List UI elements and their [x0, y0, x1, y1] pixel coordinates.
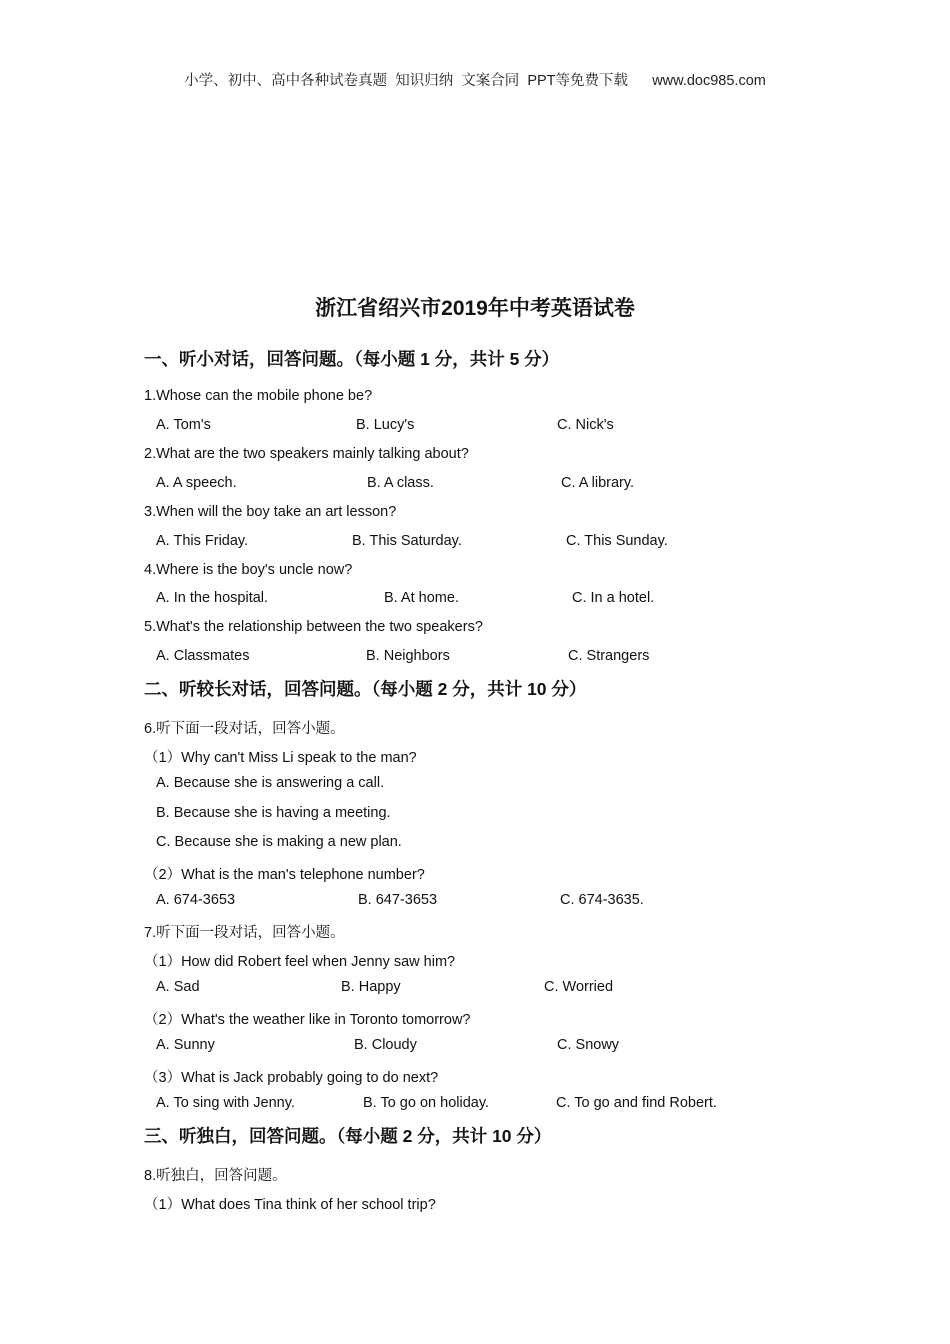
- q4-option-a: A. In the hospital.: [156, 590, 269, 606]
- q3-option-c: C. This Sunday.: [566, 533, 668, 549]
- q1-option-b: B. Lucy's: [356, 417, 415, 433]
- q7-2-stem: （2）What's the weather like in Toronto tomorrow?: [144, 1012, 471, 1028]
- section-2-heading: 二、听较长对话，回答问题。（每小题 2 分，共计 10 分）: [144, 679, 587, 699]
- q6-2-option-a: A. 674-3653: [156, 892, 236, 908]
- q1-stem: 1.Whose can the mobile phone be?: [144, 388, 373, 404]
- q6-1-option-b: B. Because she is having a meeting.: [156, 805, 391, 821]
- q6-2-option-c: C. 674-3635.: [560, 892, 644, 908]
- q7-2-option-c: C. Snowy: [557, 1037, 620, 1053]
- q7-2-option-b: B. Cloudy: [354, 1037, 417, 1053]
- q7-1-option-b: B. Happy: [341, 979, 401, 995]
- q7-3-option-c: C. To go and find Robert.: [556, 1095, 717, 1111]
- q6-1-option-c: C. Because she is making a new plan.: [156, 834, 402, 850]
- section-1-heading: 一、听小对话，回答问题。（每小题 1 分，共计 5 分）: [144, 349, 560, 369]
- q6-1-option-a: A. Because she is answering a call.: [156, 775, 385, 791]
- q1-option-a: A. Tom's: [156, 417, 211, 433]
- q3-option-a: A. This Friday.: [156, 533, 249, 549]
- q7-3-option-b: B. To go on holiday.: [363, 1095, 490, 1111]
- q6-2-stem: （2）What is the man's telephone number?: [144, 867, 425, 883]
- q8-1-stem: （1）What does Tina think of her school trip?: [144, 1197, 436, 1213]
- q7-intro: 7.听下面一段对话，回答小题。: [144, 925, 345, 941]
- section-3-heading: 三、听独白，回答问题。（每小题 2 分，共计 10 分）: [144, 1126, 552, 1146]
- q6-1-stem: （1）Why can't Miss Li speak to the man?: [144, 750, 417, 766]
- q6-intro: 6.听下面一段对话，回答小题。: [144, 721, 345, 737]
- q5-option-a: A. Classmates: [156, 648, 250, 664]
- header-tagline: 小学、初中、高中各种试卷真题 知识归纳 文案合同 PPT等免费下载: [184, 73, 629, 89]
- q3-stem: 3.When will the boy take an art lesson?: [144, 504, 397, 520]
- q2-option-c: C. A library.: [561, 475, 635, 491]
- q2-option-b: B. A class.: [367, 475, 434, 491]
- q4-option-b: B. At home.: [384, 590, 459, 606]
- q7-1-stem: （1）How did Robert feel when Jenny saw him?: [144, 954, 456, 970]
- q4-stem: 4.Where is the boy's uncle now?: [144, 562, 353, 578]
- q5-stem: 5.What's the relationship between the two speakers?: [144, 619, 483, 635]
- q2-stem: 2.What are the two speakers mainly talking about?: [144, 446, 469, 462]
- q7-2-option-a: A. Sunny: [156, 1037, 215, 1053]
- exam-title: 浙江省绍兴市2019年中考英语试卷: [315, 297, 635, 320]
- q3-option-b: B. This Saturday.: [352, 533, 462, 549]
- q7-3-stem: （3）What is Jack probably going to do next?: [144, 1070, 439, 1086]
- q6-2-option-b: B. 647-3653: [358, 892, 438, 908]
- page-header: [0, 69, 950, 90]
- q2-option-a: A. A speech.: [156, 475, 237, 491]
- header-website: www.doc985.com: [652, 73, 766, 89]
- q1-option-c: C. Nick's: [557, 417, 614, 433]
- q8-intro: 8.听独白，回答问题。: [144, 1168, 287, 1184]
- q4-option-c: C. In a hotel.: [572, 590, 655, 606]
- q7-1-option-a: A. Sad: [156, 979, 200, 995]
- q7-1-option-c: C. Worried: [544, 979, 614, 995]
- q7-3-option-a: A. To sing with Jenny.: [156, 1095, 295, 1111]
- q5-option-b: B. Neighbors: [366, 648, 450, 664]
- q5-option-c: C. Strangers: [568, 648, 650, 664]
